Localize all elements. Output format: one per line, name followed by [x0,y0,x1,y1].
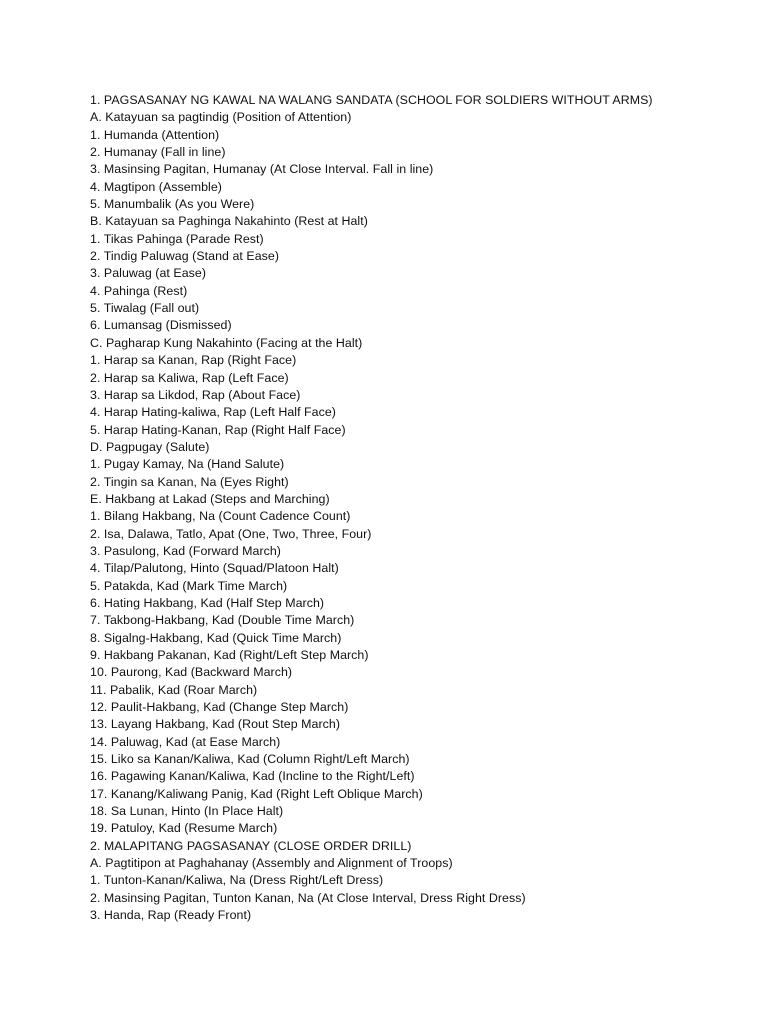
document-line: 1. Humanda (Attention) [90,127,220,142]
document-line: 8. Sigalng-Hakbang, Kad (Quick Time March) [90,630,342,645]
document-line: 6. Lumansag (Dismissed) [90,318,232,333]
document-line: 10. Paurong, Kad (Backward March) [90,665,293,680]
document-line: 3. Paluwag (at Ease) [90,266,207,281]
document-line: 11. Pabalik, Kad (Roar March) [90,682,258,697]
document-line: 1. Pugay Kamay, Na (Hand Salute) [90,457,285,472]
document-line: 2. Tindig Paluwag (Stand at Ease) [90,249,279,264]
document-line: 3. Handa, Rap (Ready Front) [90,908,252,923]
document-line: E. Hakbang at Lakad (Steps and Marching) [90,491,330,506]
document-line: 2. Humanay (Fall in line) [90,145,226,160]
document-line: 4. Tilap/Palutong, Hinto (Squad/Platoon Halt) [90,561,339,576]
document-line: 15. Liko sa Kanan/Kaliwa, Kad (Column Right/Left March) [90,752,410,767]
document-line: 1. Tunton-Kanan/Kaliwa, Na (Dress Right/Left Dress) [90,873,384,888]
document-line: A. Pagtitipon at Paghahanay (Assembly and Alignment of Troops) [90,856,453,871]
document-line: 2. Harap sa Kaliwa, Rap (Left Face) [90,370,289,385]
document-line: 2. Tingin sa Kanan, Na (Eyes Right) [90,474,289,489]
document-line: 6. Hating Hakbang, Kad (Half Step March) [90,595,325,610]
document-line: 18. Sa Lunan, Hinto (In Place Halt) [90,804,284,819]
document-line: 5. Tiwalag (Fall out) [90,301,200,316]
document-line: 2. Masinsing Pagitan, Tunton Kanan, Na (At Close Interval, Dress Right Dress) [90,890,526,905]
document-line: 1. Harap sa Kanan, Rap (Right Face) [90,353,297,368]
document-line: 2. MALAPITANG PAGSASANAY (CLOSE ORDER DRILL) [90,838,412,853]
document-line: C. Pagharap Kung Nakahinto (Facing at the Halt) [90,335,363,350]
document-line: 4. Harap Hating-kaliwa, Rap (Left Half Face) [90,405,336,420]
document-line: 16. Pagawing Kanan/Kaliwa, Kad (Incline to the Right/Left) [90,769,415,784]
document-line: 3. Harap sa Likdod, Rap (About Face) [90,387,301,402]
document-line: 4. Pahinga (Rest) [90,283,188,298]
document-line: B. Katayuan sa Paghinga Nakahinto (Rest at Halt) [90,214,368,229]
document-line: 2. Isa, Dalawa, Tatlo, Apat (One, Two, Three, Four) [90,526,372,541]
document-line: 1. PAGSASANAY NG KAWAL NA WALANG SANDATA (SCHOOL FOR SOLDIERS WITHOUT ARMS) [90,93,653,107]
document-line: 12. Paulit-Hakbang, Kad (Change Step March) [90,700,349,715]
document-line: 4. Magtipon (Assemble) [90,179,222,194]
document-line: 1. Tikas Pahinga (Parade Rest) [90,231,264,246]
document-line: 9. Hakbang Pakanan, Kad (Right/Left Step March) [90,648,369,662]
document-line: 13. Layang Hakbang, Kad (Rout Step March) [90,717,341,732]
document-text [90,92,653,925]
document-line: 3. Masinsing Pagitan, Humanay (At Close Interval. Fall in line) [90,162,434,177]
document-line: 5. Patakda, Kad (Mark Time March) [90,578,288,593]
document-line: A. Katayuan sa pagtindig (Position of Attention) [90,110,352,125]
document-line: 7. Takbong-Hakbang, Kad (Double Time March) [90,613,355,628]
document-line: 19. Patuloy, Kad (Resume March) [90,821,278,836]
document-line: 5. Harap Hating-Kanan, Rap (Right Half Face) [90,422,346,437]
document-line: 3. Pasulong, Kad (Forward March) [90,543,281,558]
document-line: 17. Kanang/Kaliwang Panig, Kad (Right Left Oblique March) [90,786,423,801]
document-line: 1. Bilang Hakbang, Na (Count Cadence Count) [90,509,351,524]
document-line: 5. Manumbalik (As you Were) [90,197,255,212]
document-line: 14. Paluwag, Kad (at Ease March) [90,734,281,749]
document-line: D. Pagpugay (Salute) [90,439,210,454]
